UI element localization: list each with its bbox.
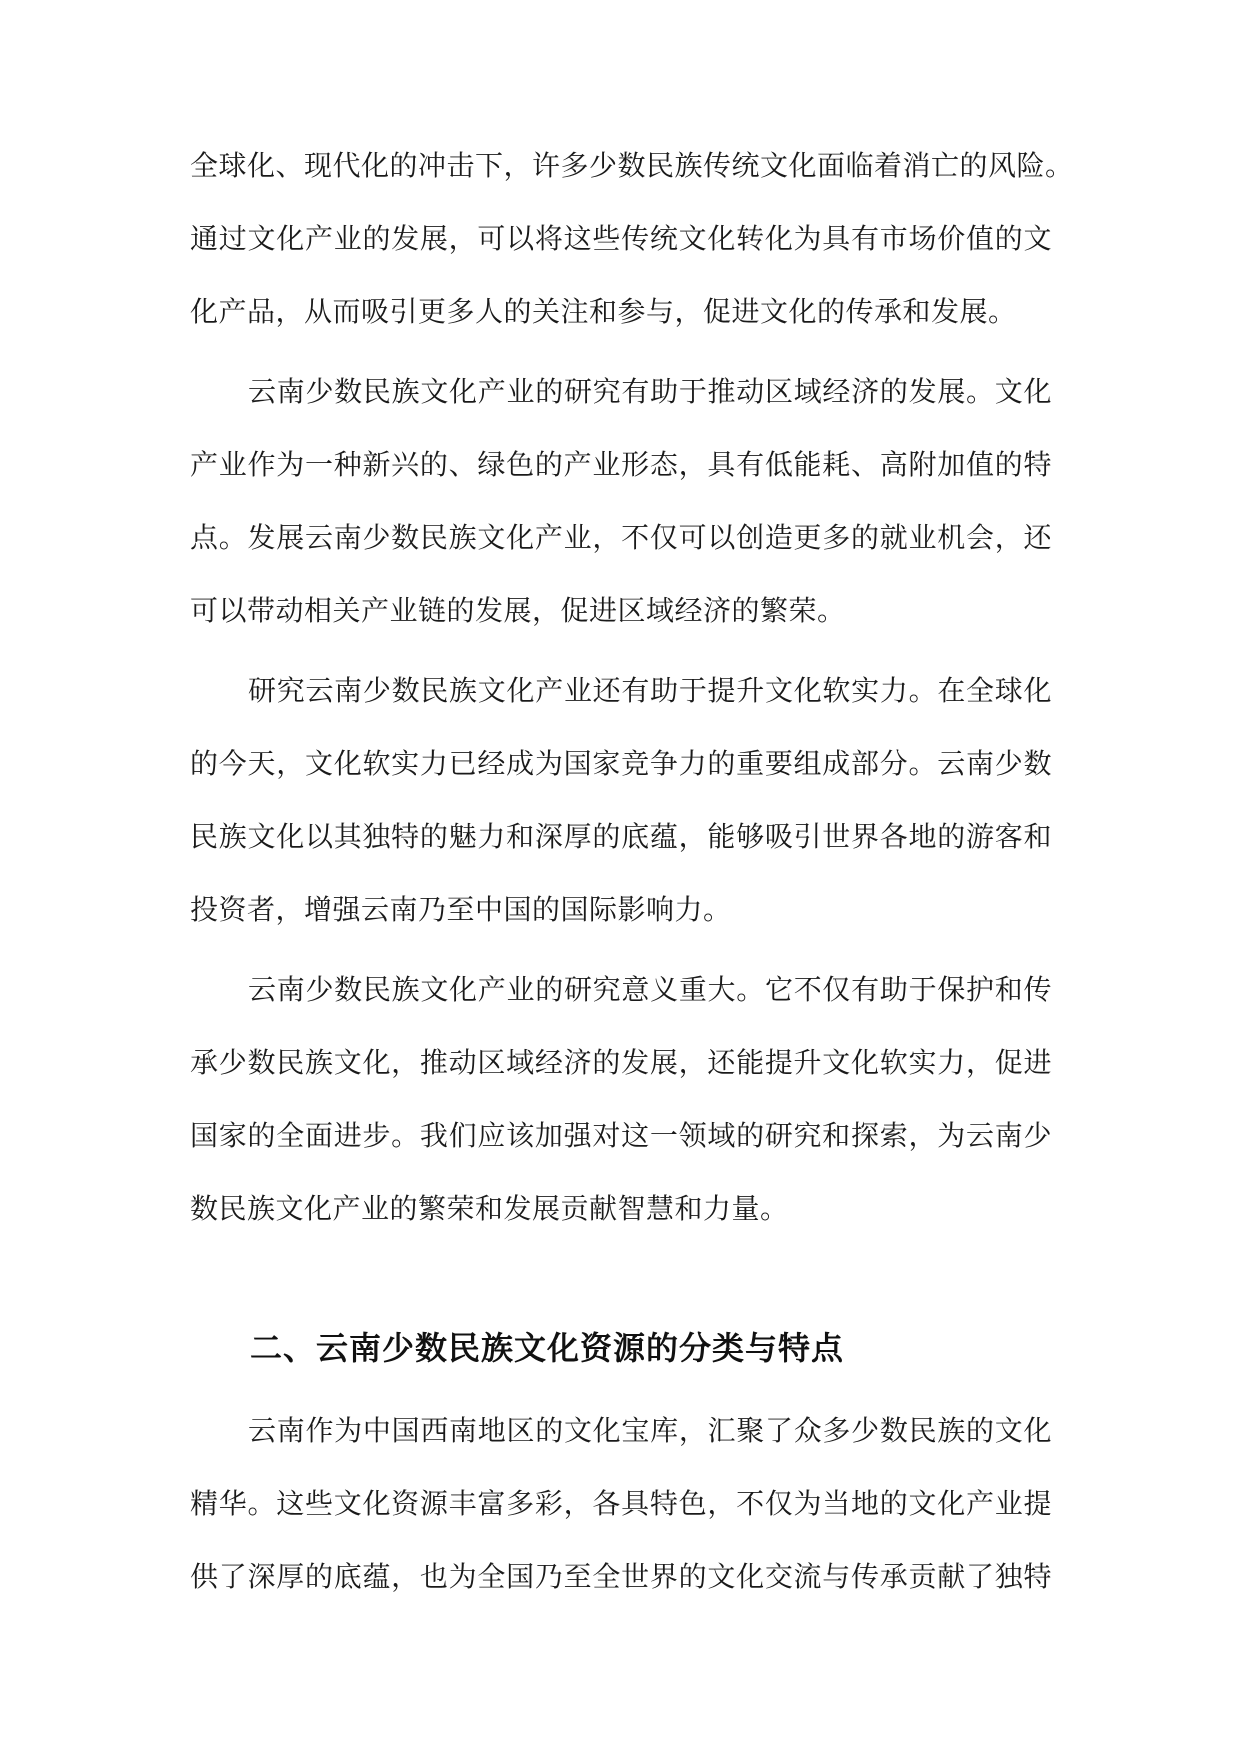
paragraph-2-line-3: 点。发展云南少数民族文化产业，不仅可以创造更多的就业机会，还 bbox=[190, 521, 1052, 554]
paragraph-4-line-4: 数民族文化产业的繁荣和发展贡献智慧和力量。 bbox=[190, 1192, 789, 1225]
section-paragraph-line-3: 供了深厚的底蕴，也为全国乃至全世界的文化交流与传承贡献了独特 bbox=[190, 1560, 1052, 1593]
paragraph-1-line-1: 全球化、现代化的冲击下，许多少数民族传统文化面临着消亡的风险。 bbox=[190, 149, 1074, 182]
paragraph-1-line-3: 化产品，从而吸引更多人的关注和参与，促进文化的传承和发展。 bbox=[190, 295, 1017, 328]
paragraph-4-line-1: 云南少数民族文化产业的研究意义重大。它不仅有助于保护和传 bbox=[248, 973, 1052, 1006]
paragraph-3-line-1: 研究云南少数民族文化产业还有助于提升文化软实力。在全球化 bbox=[248, 674, 1052, 707]
paragraph-3-line-2: 的今天，文化软实力已经成为国家竞争力的重要组成部分。云南少数 bbox=[190, 747, 1052, 780]
section-paragraph-line-2: 精华。这些文化资源丰富多彩，各具特色，不仅为当地的文化产业提 bbox=[190, 1487, 1052, 1520]
paragraph-2-line-1: 云南少数民族文化产业的研究有助于推动区域经济的发展。文化 bbox=[248, 375, 1052, 408]
paragraph-2-line-4: 可以带动相关产业链的发展，促进区域经济的繁荣。 bbox=[190, 594, 846, 627]
paragraph-4-line-2: 承少数民族文化，推动区域经济的发展，还能提升文化软实力，促进 bbox=[190, 1046, 1052, 1079]
section-heading: 二、云南少数民族文化资源的分类与特点 bbox=[250, 1329, 845, 1367]
paragraph-2-line-2: 产业作为一种新兴的、绿色的产业形态，具有低能耗、高附加值的特 bbox=[190, 448, 1052, 481]
paragraph-3-line-3: 民族文化以其独特的魅力和深厚的底蕴，能够吸引世界各地的游客和 bbox=[190, 820, 1052, 853]
section-paragraph-line-1: 云南作为中国西南地区的文化宝库，汇聚了众多少数民族的文化 bbox=[248, 1414, 1052, 1447]
paragraph-3-line-4: 投资者，增强云南乃至中国的国际影响力。 bbox=[190, 893, 732, 926]
paragraph-1-line-2: 通过文化产业的发展，可以将这些传统文化转化为具有市场价值的文 bbox=[190, 222, 1052, 255]
paragraph-4-line-3: 国家的全面进步。我们应该加强对这一领域的研究和探索，为云南少 bbox=[190, 1119, 1052, 1152]
